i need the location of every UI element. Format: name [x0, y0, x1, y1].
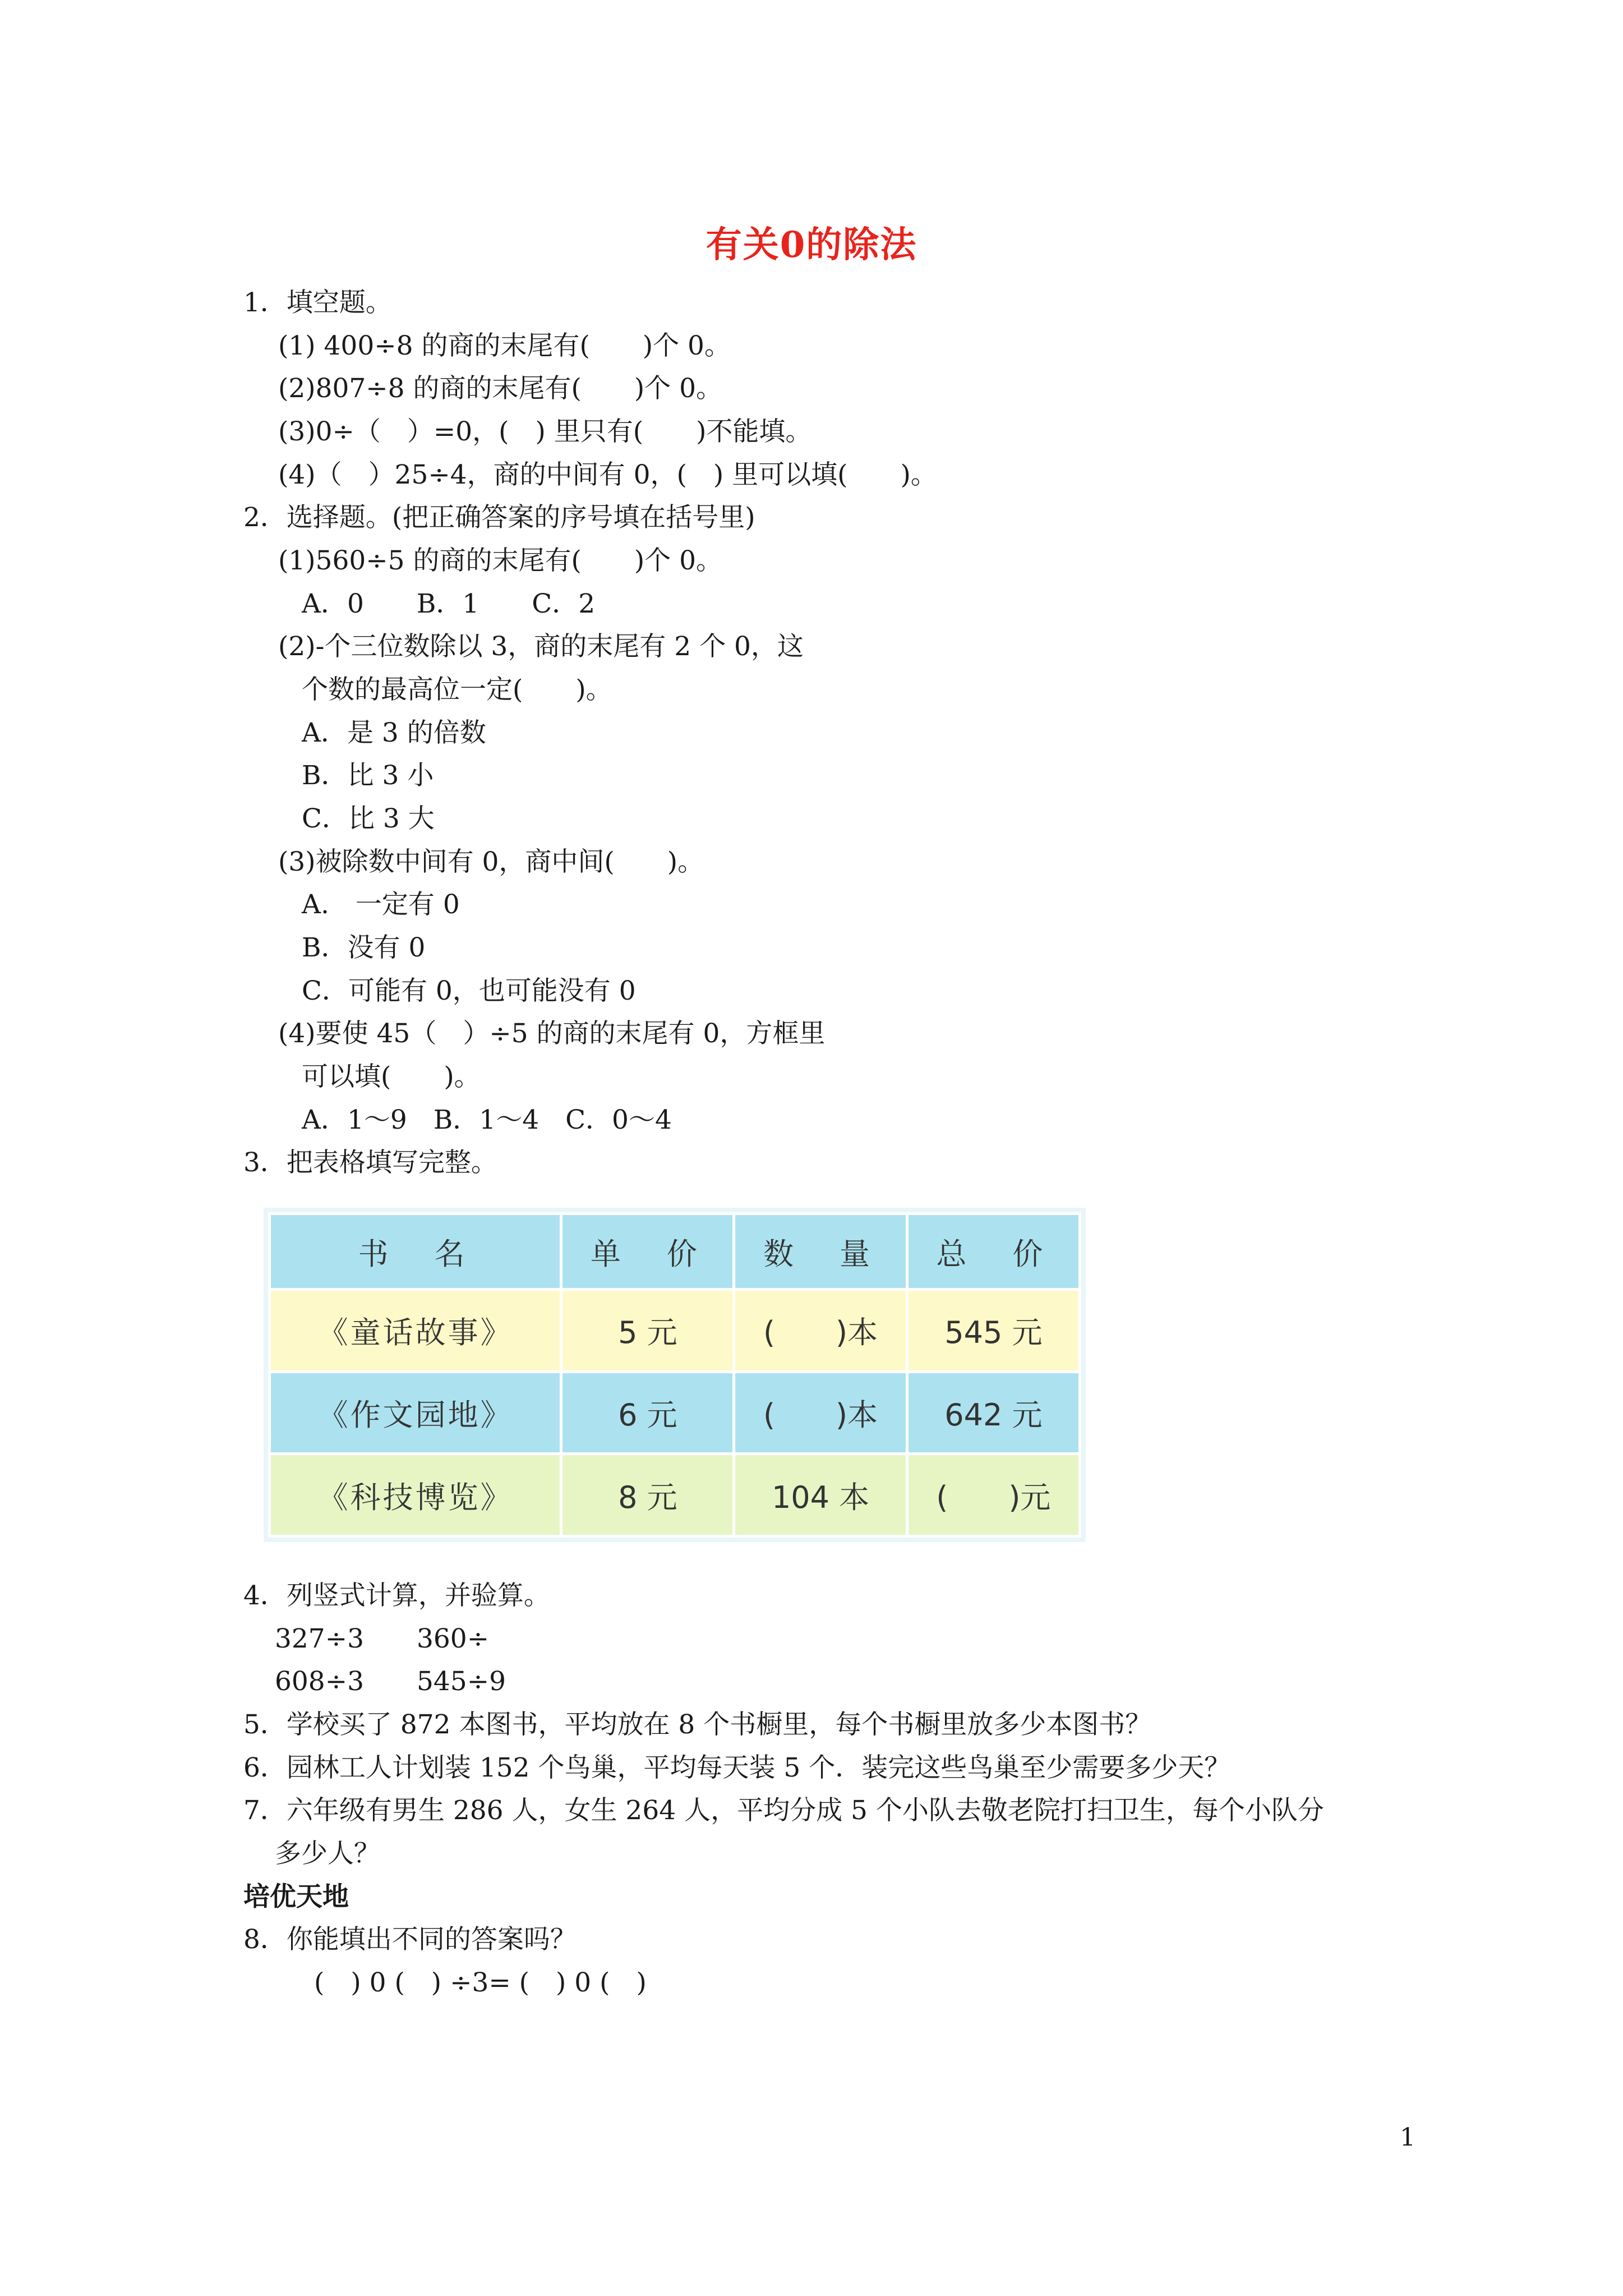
- header-book-name: 书 名: [270, 1214, 561, 1290]
- cell-unit-price: 5 元: [561, 1290, 734, 1372]
- header-total-price: 总 价: [907, 1214, 1080, 1290]
- cell-unit-price: 8 元: [561, 1454, 734, 1536]
- question-1: 1．填空题。: [243, 287, 392, 318]
- question-1-2: (2)807÷8 的商的末尾有( )个 0。: [278, 373, 723, 404]
- question-5: 5．学校买了 872 本图书，平均放在 8 个书橱里，每个书橱里放多少本图书？: [243, 1709, 1152, 1740]
- question-2-3-option-a: A. 一定有 0: [302, 889, 460, 920]
- table-row: [270, 1290, 1080, 1372]
- question-3: 3．把表格填写完整。: [243, 1147, 497, 1178]
- table-row: [270, 1454, 1080, 1536]
- header-unit-price: 单 价: [561, 1214, 734, 1290]
- question-1-4: (4)（ ）25÷4，商的中间有 0，( ) 里可以填( )。: [278, 459, 937, 490]
- question-7-cont: 多少人？: [275, 1838, 380, 1869]
- question-2-3-option-c: C．可能有 0，也可能没有 0: [302, 976, 636, 1006]
- book-price-table: [268, 1212, 1081, 1538]
- question-2-4-cont: 可以填( )。: [302, 1061, 481, 1092]
- question-2-3-option-b: B．没有 0: [302, 932, 426, 963]
- cell-book-name: 《童话故事》: [270, 1290, 561, 1372]
- question-7: 7．六年级有男生 286 人，女生 264 人，平均分成 5 个小队去敬老院打扫卫生，每个小队分: [243, 1795, 1324, 1826]
- question-2-4: (4)要使 45（ ）÷5 的商的末尾有 0，方框里: [278, 1018, 826, 1049]
- question-2-2-option-a: A．是 3 的倍数: [302, 717, 486, 748]
- question-4-row-2: 608÷3 545÷9: [275, 1666, 506, 1697]
- question-2: 2．选择题。(把正确答案的序号填在括号里): [243, 502, 755, 533]
- question-1-3: (3)0÷（ ）=0，( ) 里只有( )不能填。: [278, 416, 812, 447]
- question-2-2-option-c: C．比 3 大: [302, 803, 435, 834]
- cell-quantity: ( )本: [734, 1290, 907, 1372]
- cell-quantity: 104 本: [734, 1454, 907, 1536]
- cell-quantity: ( )本: [734, 1372, 907, 1454]
- question-8: 8．你能填出不同的答案吗？: [243, 1924, 577, 1955]
- table-header-row: [270, 1214, 1080, 1290]
- header-quantity: 数 量: [734, 1214, 907, 1290]
- question-2-4-options: A．1～9 B．1～4 C．0～4: [302, 1105, 672, 1135]
- question-1-1: (1) 400÷8 的商的末尾有( )个 0。: [278, 330, 731, 361]
- cell-unit-price: 6 元: [561, 1372, 734, 1454]
- question-2-2-option-b: B．比 3 小: [302, 760, 434, 791]
- question-4-row-1: 327÷3 360÷: [275, 1623, 490, 1654]
- question-8-expression: ( ) 0 ( ) ÷3= ( ) 0 ( ): [314, 1967, 647, 1998]
- cell-total-price: ( )元: [907, 1454, 1080, 1536]
- question-2-2-cont: 个数的最高位一定( )。: [302, 674, 612, 705]
- page-title: 有关0的除法: [706, 224, 917, 266]
- page-number: 1: [1400, 2123, 1415, 2152]
- cell-total-price: 545 元: [907, 1290, 1080, 1372]
- section-heading: 培优天地: [243, 1881, 349, 1912]
- question-2-2: (2)-个三位数除以 3，商的末尾有 2 个 0，这: [278, 631, 804, 662]
- question-6: 6．园林工人计划装 152 个鸟巢，平均每天装 5 个．装完这些鸟巢至少需要多少天？: [243, 1752, 1231, 1783]
- question-4: 4．列竖式计算，并验算。: [243, 1580, 550, 1611]
- cell-book-name: 《科技博览》: [270, 1454, 561, 1536]
- table-row: [270, 1372, 1080, 1454]
- cell-total-price: 642 元: [907, 1372, 1080, 1454]
- question-2-3: (3)被除数中间有 0，商中间( )。: [278, 846, 704, 877]
- cell-book-name: 《作文园地》: [270, 1372, 561, 1454]
- question-2-1-options: A．0 B．1 C．2: [302, 588, 596, 619]
- question-2-1: (1)560÷5 的商的末尾有( )个 0。: [278, 545, 723, 576]
